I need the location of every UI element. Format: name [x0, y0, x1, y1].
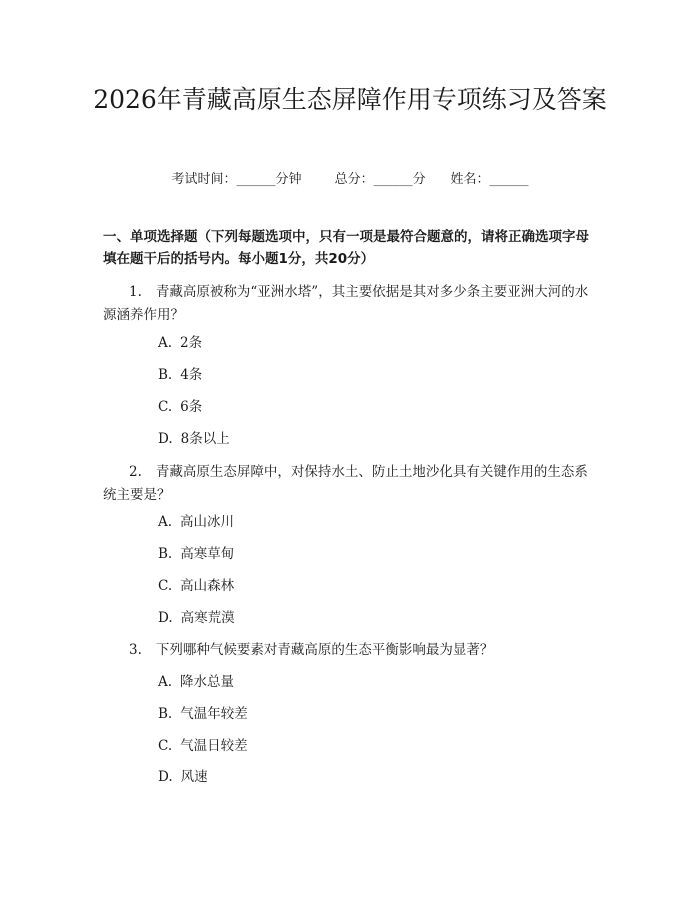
option-letter: B.	[158, 546, 173, 562]
option-letter: D.	[158, 431, 173, 447]
option-text: 气温年较差	[180, 706, 248, 722]
option-text: 高寒荒漠	[180, 610, 235, 626]
name-field: 姓名：______	[450, 172, 529, 187]
option-letter: D.	[158, 610, 173, 626]
option-1b	[158, 365, 202, 385]
option-1c	[158, 397, 202, 417]
option-3a	[158, 672, 234, 692]
page-title: 2026年青藏高原生态屏障作用专项练习及答案	[93, 85, 607, 114]
option-letter: A.	[158, 674, 173, 690]
option-2c	[158, 576, 234, 596]
question-text: 青藏高原生态屏障中，对保持水土、防止土地沙化具有关键作用的生态系统主要是？	[103, 464, 588, 503]
option-letter: A.	[158, 335, 173, 351]
option-3d	[158, 767, 208, 787]
question-number: 1.	[129, 284, 142, 300]
option-letter: A.	[158, 514, 173, 530]
question-number: 3.	[129, 642, 142, 658]
exam-meta	[0, 168, 700, 187]
option-text: 风速	[180, 769, 208, 785]
option-text: 高山森林	[180, 578, 235, 594]
option-letter: C.	[158, 399, 173, 415]
question-text: 下列哪种气候要素对青藏高原的生态平衡影响最为显著？	[155, 642, 494, 658]
option-2b	[158, 544, 234, 564]
option-1a	[158, 333, 202, 353]
option-1d	[158, 429, 230, 449]
option-letter: C.	[158, 578, 173, 594]
option-text: 高山冰川	[180, 514, 235, 530]
exam-time-field: 考试时间：______分钟	[171, 172, 302, 187]
question-1	[103, 281, 598, 327]
question-number: 2.	[129, 464, 142, 480]
section-heading: 一、单项选择题（下列每题选项中，只有一项是最符合题意的，请将正确选项字母填在题干后的括号内。每小题1分，共20分）	[103, 229, 589, 267]
option-2d	[158, 608, 235, 628]
option-letter: C.	[158, 738, 173, 754]
option-text: 8条以上	[180, 431, 230, 447]
question-2	[103, 461, 598, 507]
option-3c	[158, 736, 248, 756]
option-text: 降水总量	[180, 674, 235, 690]
option-letter: D.	[158, 769, 173, 785]
option-text: 6条	[180, 399, 203, 415]
option-2a	[158, 512, 234, 532]
option-letter: B.	[158, 367, 173, 383]
question-text: 青藏高原被称为“亚洲水塔”，其主要依据是其对多少条主要亚洲大河的水源涵养作用？	[103, 284, 589, 323]
option-text: 4条	[180, 367, 203, 383]
question-3	[103, 639, 598, 662]
option-text: 高寒草甸	[180, 546, 235, 562]
option-text: 气温日较差	[180, 738, 248, 754]
total-score-field: 总分：______分	[334, 172, 426, 187]
option-letter: B.	[158, 706, 173, 722]
option-text: 2条	[180, 335, 203, 351]
option-3b	[158, 704, 248, 724]
